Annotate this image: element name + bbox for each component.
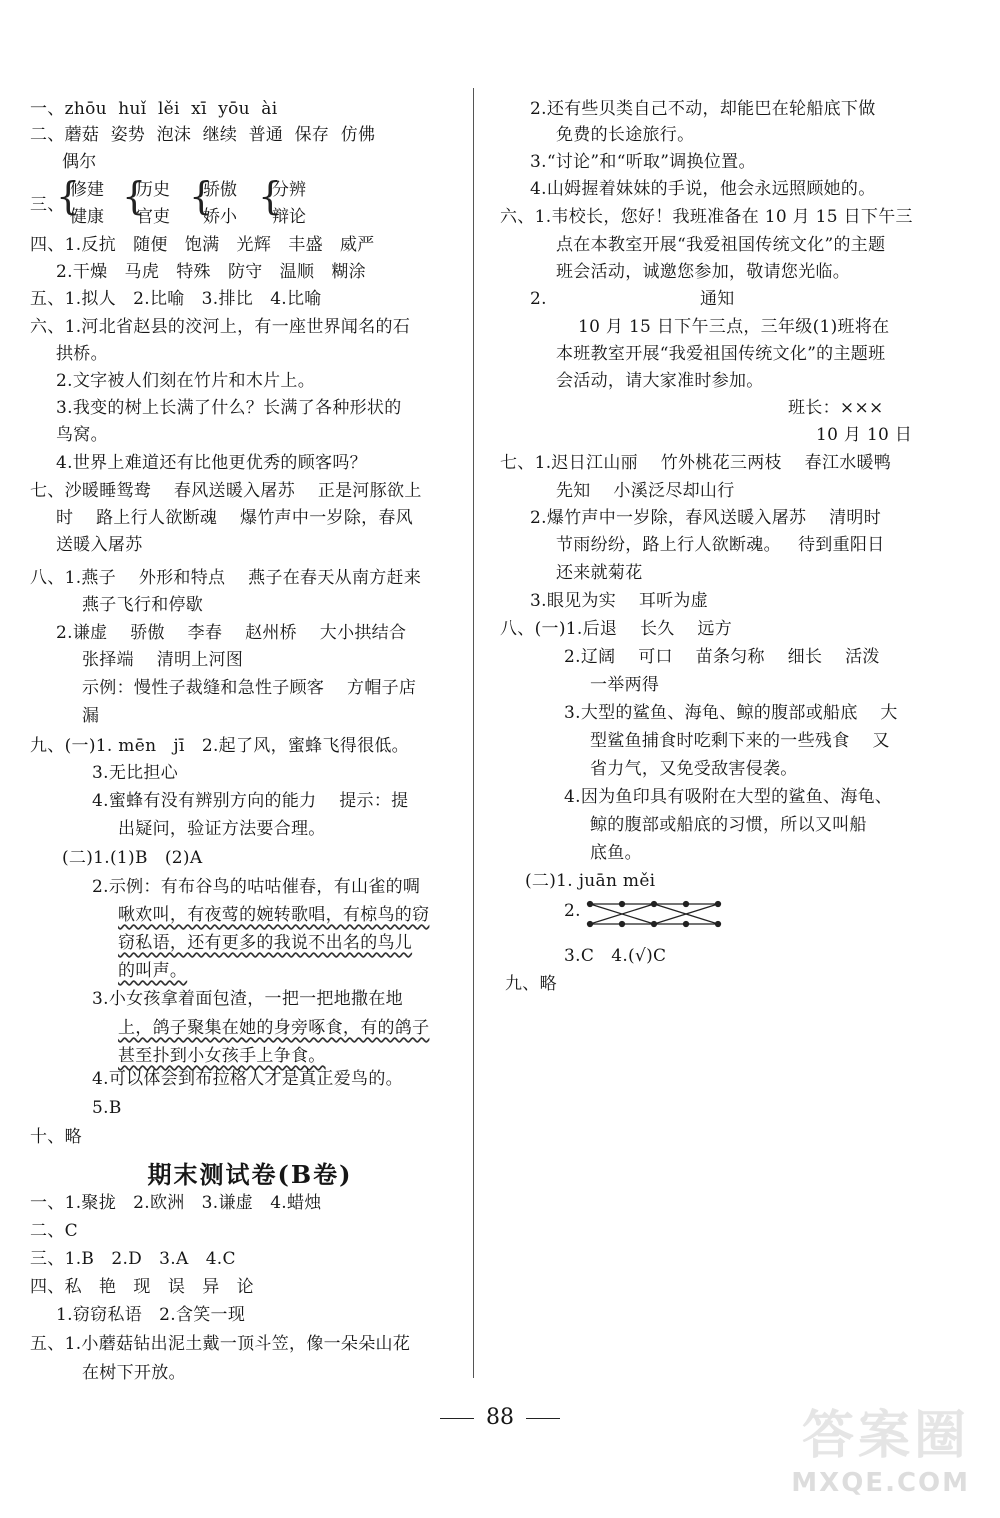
answer-line: 啾欢叫，有夜莺的婉转歌唱，有椋鸟的窃 xyxy=(118,905,430,925)
pair-top: 骄傲 xyxy=(203,180,237,200)
matching-diagram xyxy=(584,896,724,932)
answer-line: 送暖入屠苏 xyxy=(56,535,143,555)
answer-line: 时 路上行人欲断魂 爆竹声中一岁除，春风 xyxy=(56,508,414,528)
answer-line: 七、沙暖睡鸳鸯 春风送暖入屠苏 正是河豚欲上 xyxy=(30,481,422,501)
answer-line: 班会活动，诚邀您参加，敬请您光临。 xyxy=(556,262,851,282)
answer-line: 一、1.聚拢 2.欧洲 3.谦虚 4.蜡烛 xyxy=(30,1193,322,1213)
answer-line: 三、 xyxy=(30,195,65,215)
pair-bottom: 娇小 xyxy=(203,207,237,227)
answer-line: 鲸的腹部或船底的习惯，所以又叫船 xyxy=(590,815,867,835)
answer-line: 10 月 15 日下午三点，三年级(1)班将在 xyxy=(578,317,890,337)
answer-line: 示例：慢性子裁缝和急性子顾客 方帽子店 xyxy=(82,678,417,698)
pair-top: 分辨 xyxy=(272,180,306,200)
answer-line: 先知 小溪泛尽却山行 xyxy=(556,481,735,501)
answer-line: 偶尔 xyxy=(62,152,97,172)
answer-line: 张择端 清明上河图 xyxy=(82,650,244,670)
answer-line: 1.窃窃私语 2.含笑一现 xyxy=(56,1305,246,1325)
answer-line: 燕子飞行和停歇 xyxy=(82,595,204,615)
answer-line: 还来就菊花 xyxy=(556,563,643,583)
answer-line: 节雨纷纷，路上行人欲断魂。 待到重阳日 xyxy=(556,535,885,555)
answer-line: 型鲨鱼捕食时吃剩下来的一些残食 又 xyxy=(590,731,890,751)
column-divider xyxy=(473,88,474,1378)
answer-line: 会活动，请大家准时参加。 xyxy=(556,371,764,391)
brace-icon: { xyxy=(122,174,147,218)
answer-line: 2. xyxy=(530,289,547,309)
answer-line: 五、1.小蘑菇钻出泥土戴一顶斗笠，像一朵朵山花 xyxy=(30,1334,411,1354)
answer-line: 九、略 xyxy=(505,974,557,994)
answer-line: 的叫声。 xyxy=(118,961,188,981)
brace-icon: { xyxy=(56,174,81,218)
answer-line: 漏 xyxy=(82,706,100,726)
brace-icon: { xyxy=(258,174,283,218)
answer-line: 2. xyxy=(564,901,581,921)
answer-line: 点在本教室开展“我爱祖国传统文化”的主题 xyxy=(556,235,886,255)
answer-line: 甚至扑到小女孩手上争食。 xyxy=(118,1046,326,1066)
pair-bottom: 辩论 xyxy=(272,207,306,227)
answer-line: (二)1. juān měi xyxy=(525,871,656,891)
answer-line: 鸟窝。 xyxy=(56,425,108,445)
answer-line: 窃私语，还有更多的我说不出名的鸟儿 xyxy=(118,933,413,953)
pair-top: 修建 xyxy=(70,180,104,200)
answer-line: 四、1.反抗 随便 饱满 光辉 丰盛 威严 xyxy=(30,235,375,255)
answer-line: 4.世界上难道还有比他更优秀的顾客吗？ xyxy=(56,453,367,473)
answer-line: 免费的长途旅行。 xyxy=(556,125,695,145)
answer-line: 4.蜜蜂有没有辨别方向的能力 提示：提 xyxy=(92,791,409,811)
answer-line: 六、1.韦校长，您好！我班准备在 10 月 15 日下午三 xyxy=(500,207,913,227)
pair-bottom: 健康 xyxy=(70,207,104,227)
answer-line: 3.我变的树上长满了什么？长满了各种形状的 xyxy=(56,398,402,418)
answer-line: 七、1.迟日江山丽 竹外桃花三两枝 春江水暖鸭 xyxy=(500,453,892,473)
answer-line: 2.谦虚 骄傲 李春 赵州桥 大小拱结合 xyxy=(56,623,407,643)
answer-line: 5.B xyxy=(92,1098,122,1118)
answer-line: 4.因为鱼印具有吸附在大型的鲨鱼、海龟、 xyxy=(564,787,893,807)
answer-line: 拱桥。 xyxy=(56,344,108,364)
page-number: 88 xyxy=(420,1405,580,1430)
answer-line: 4.山姆握着妹妹的手说，他会永远照顾她的。 xyxy=(530,179,876,199)
answer-line: 2.辽阔 可口 苗条匀称 细长 活泼 xyxy=(564,647,880,667)
answer-line: 九、(一)1. mēn jī 2.起了风，蜜蜂飞得很低。 xyxy=(30,736,409,756)
brace-icon: { xyxy=(189,174,214,218)
answer-line: 省力气，又免受敌害侵袭。 xyxy=(590,759,798,779)
answer-line: 3.小女孩拿着面包渣，一把一把地撒在地 xyxy=(92,989,403,1009)
answer-line: 3.“讨论”和“听取”调换位置。 xyxy=(530,152,756,172)
pair-top: 历史 xyxy=(136,180,170,200)
notice-signature: 班长：××× xyxy=(788,398,884,418)
answer-line: 2.还有些贝类自己不动，却能巴在轮船底下做 xyxy=(530,99,876,119)
section-title: 期末测试卷(B卷) xyxy=(147,1160,353,1189)
answer-line: 一、zhōu huǐ lěi xī yōu ài xyxy=(30,99,278,119)
answer-line: 4.可以体会到布拉格人才是真正爱鸟的。 xyxy=(92,1069,403,1089)
answer-line: 2.爆竹声中一岁除，春风送暖入屠苏 清明时 xyxy=(530,508,882,528)
answer-line: 十、略 xyxy=(30,1127,82,1147)
watermark-logo: 答案圈 MXQE.COM xyxy=(791,1406,970,1498)
answer-line: 上，鸽子聚集在她的身旁啄食，有的鸽子 xyxy=(118,1018,430,1038)
answer-line: 2.干燥 马虎 特殊 防守 温顺 糊涂 xyxy=(56,262,366,282)
answer-line: (二)1.(1)B (2)A xyxy=(62,848,203,868)
answer-line: 五、1.拟人 2.比喻 3.排比 4.比喻 xyxy=(30,289,322,309)
answer-line: 四、私 艳 现 误 异 论 xyxy=(30,1277,254,1297)
notice-date: 10 月 10 日 xyxy=(816,425,913,445)
answer-line: 出疑问，验证方法要合理。 xyxy=(118,819,326,839)
answer-line: 八、1.燕子 外形和特点 燕子在春天从南方赶来 xyxy=(30,568,422,588)
answer-line: 3.大型的鲨鱼、海龟、鲸的腹部或船底 大 xyxy=(564,703,898,723)
pair-bottom: 官吏 xyxy=(136,207,170,227)
answer-line: 三、1.B 2.D 3.A 4.C xyxy=(30,1249,236,1269)
answer-line: 底鱼。 xyxy=(590,843,642,863)
answer-line: 一举两得 xyxy=(590,675,660,695)
answer-line: 二、蘑菇 姿势 泡沫 继续 普通 保存 仿佛 xyxy=(30,125,376,145)
answer-line: 二、C xyxy=(30,1221,78,1241)
answer-line: 八、(一)1.后退 长久 远方 xyxy=(500,619,733,639)
answer-line: 3.C 4.(√)C xyxy=(564,946,667,966)
answer-line: 本班教室开展“我爱祖国传统文化”的主题班 xyxy=(556,344,886,364)
answer-line: 2.示例：有布谷鸟的咕咕催春，有山雀的啁 xyxy=(92,877,421,897)
answer-line: 六、1.河北省赵县的洨河上，有一座世界闻名的石 xyxy=(30,317,411,337)
answer-line: 3.无比担心 xyxy=(92,763,179,783)
answer-line: 3.眼见为实 耳听为虚 xyxy=(530,591,709,611)
notice-title: 通知 xyxy=(700,289,735,309)
answer-line: 在树下开放。 xyxy=(82,1363,186,1383)
answer-line: 2.文字被人们刻在竹片和木片上。 xyxy=(56,371,316,391)
